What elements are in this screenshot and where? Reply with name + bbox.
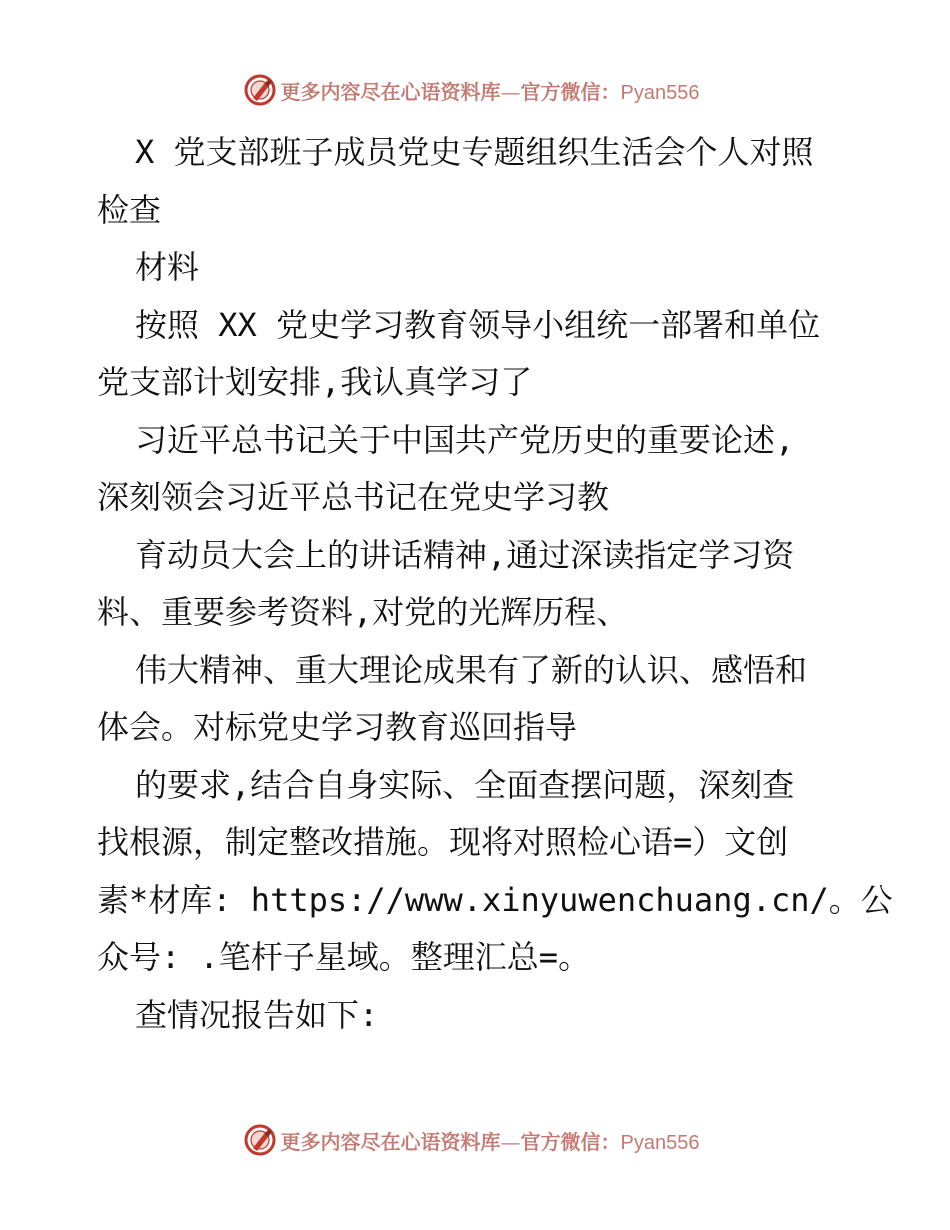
footer-site-text: 更多内容尽在心语资料库 <box>280 1129 501 1154</box>
document-line: 伟大精神、重大理论成果有了新的认识、感悟和 <box>135 650 808 689</box>
document-line: 众号: .笔杆子星域。整理汇总=。 <box>97 938 591 976</box>
footer-wechat-id: Pyan556 <box>620 1131 700 1154</box>
document-line: 按照 XX 党史学习教育领导小组统一部署和单位 <box>135 305 821 344</box>
footer-wechat-label: 官方微信： <box>520 1129 621 1154</box>
banner-wechat-id: Pyan556 <box>620 81 700 104</box>
banner-dash: — <box>500 79 521 104</box>
document-line: 检查 <box>97 190 162 229</box>
pen-nib-seal-icon <box>243 1123 277 1157</box>
document-line: X 党支部班子成员党史专题组织生活会个人对照 <box>135 133 814 171</box>
document-line: 育动员大会上的讲话精神,通过深读指定学习资 <box>135 535 795 574</box>
banner-site-text: 更多内容尽在心语资料库 <box>280 79 501 104</box>
document-line: 党支部计划安排,我认真学习了 <box>97 363 533 401</box>
header-banner <box>0 70 950 110</box>
document-line: 查情况报告如下: <box>135 995 379 1034</box>
document-line: 的要求,结合自身实际、全面查摆问题，深刻查 <box>135 765 795 804</box>
document-line: 材料 <box>135 248 200 286</box>
pen-nib-seal-icon <box>243 73 277 107</box>
document-line: 找根源，制定整改措施。现将对照检心语=）文创 <box>97 823 789 861</box>
document-line: 习近平总书记关于中国共产党历史的重要论述, <box>135 420 795 459</box>
document-body <box>97 124 893 1044</box>
banner-wechat-label: 官方微信： <box>520 79 621 104</box>
document-line: 深刻领会习近平总书记在党史学习教 <box>97 478 610 516</box>
document-line: 体会。对标党史学习教育巡回指导 <box>97 708 578 746</box>
footer-banner <box>0 1120 950 1160</box>
document-line: 料、重要参考资料,对党的光辉历程、 <box>97 593 629 631</box>
footer-dash: — <box>500 1129 521 1154</box>
document-line: 素*材库: https://www.xinyuwenchuang.cn/。公 <box>97 880 893 919</box>
